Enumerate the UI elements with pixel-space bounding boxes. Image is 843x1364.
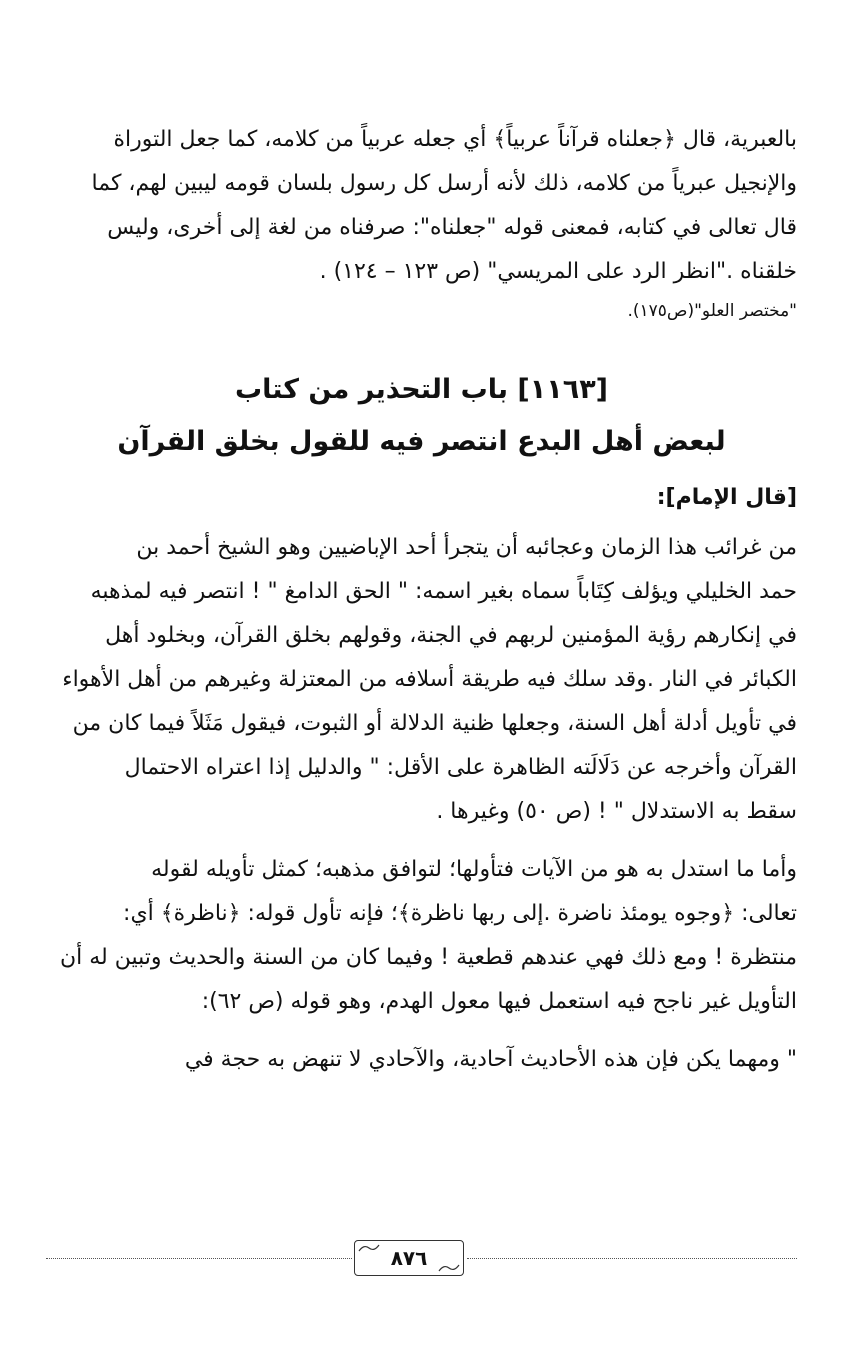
text-line: تعالى: ﴿وجوه يومئذ ناضرة .إلى ربها ناظرة﴾؛ فإنه تأول قوله: ﴿ناظرة﴾ أي:: [123, 901, 797, 926]
text-line: من غرائب هذا الزمان وعجائبه أن يتجرأ أحد الإباضيين وهو الشيخ أحمد بن: [136, 535, 797, 560]
text-line: منتظرة ! ومع ذلك فهي عندهم قطعية ! وفيما كان من السنة والحديث وتبين له أن: [59, 945, 797, 970]
chapter-number: [١١٦٣]: [517, 374, 609, 405]
text-line: والإنجيل عبرياً من كلامه، ذلك لأنه أرسل كل رسول بلسان قومه ليبين لهم، كما: [91, 171, 797, 196]
corner-ornament-icon: [438, 1263, 460, 1273]
continued-text-block: [46, 118, 797, 294]
corner-ornament-icon: [358, 1243, 380, 1253]
text-line: خلقناه ."انظر الرد على المريسي" (ص ١٢٣ – ١٢٤) .: [319, 259, 797, 284]
chapter-heading: [46, 364, 797, 468]
page-number-frame: [354, 1240, 464, 1276]
text-line: القرآن وأخرجه عن دَلَالَته الظاهرة على الأقل: " والدليل إذا اعتراه الاحتمال: [124, 755, 797, 780]
page-number: ٨٧٦: [390, 1246, 428, 1270]
speaker-label: [قال الإمام]:: [656, 485, 797, 510]
chapter-title-line2: لبعض أهل البدع انتصر فيه للقول بخلق القرآن: [117, 426, 726, 457]
footer-rule-left: [46, 1258, 352, 1259]
text-line: حمد الخليلي ويؤلف كِتَاباً سماه بغير اسمه: " الحق الدامغ " ! انتصر فيه لمذهبه: [90, 579, 797, 604]
page-footer: [46, 1240, 797, 1280]
text-line: الكبائر في النار .وقد سلك فيه طريقة أسلافه من المعتزلة وغيرهم من أهل الأهواء: [62, 667, 797, 692]
paragraph-2: [46, 848, 797, 1024]
text-line: سقط به الاستدلال " ! (ص ٥٠) وغيرها .: [436, 799, 797, 824]
paragraph-1: [46, 526, 797, 834]
chapter-title-line1: باب التحذير من كتاب: [234, 374, 508, 405]
text-line: بالعبرية، قال ﴿جعلناه قرآناً عربياً﴾ أي جعله عربياً من كلامه، كما جعل التوراة: [113, 127, 797, 152]
footer-rule-right: [467, 1258, 797, 1259]
text-line: وأما ما استدل به هو من الآيات فتأولها؛ لتوافق مذهبه؛ كمثل تأويله لقوله: [151, 857, 797, 882]
text-line: التأويل غير ناجح فيه استعمل فيها معول الهدم، وهو قوله (ص ٦٢):: [201, 989, 797, 1014]
text-line: قال تعالى في كتابه، فمعنى قوله "جعلناه": صرفناه من لغة إلى أخرى، وليس: [107, 215, 797, 240]
page-body: [46, 118, 797, 1082]
text-line: في تأويل أدلة أهل السنة، وجعلها ظنية الدلالة أو الثبوت، فيقول مَثَلاً فيما كان من: [72, 711, 797, 736]
paragraph-3: [46, 1038, 797, 1082]
text-line: " ومهما يكن فإن هذه الأحاديث آحادية، والآحادي لا تنهض به حجة في: [184, 1047, 797, 1072]
text-line: في إنكارهم رؤية المؤمنين لربهم في الجنة، وقولهم بخلق القرآن، وبخلود أهل: [105, 623, 797, 648]
source-footnote: "مختصر العلو"(ص١٧٥).: [627, 301, 797, 321]
